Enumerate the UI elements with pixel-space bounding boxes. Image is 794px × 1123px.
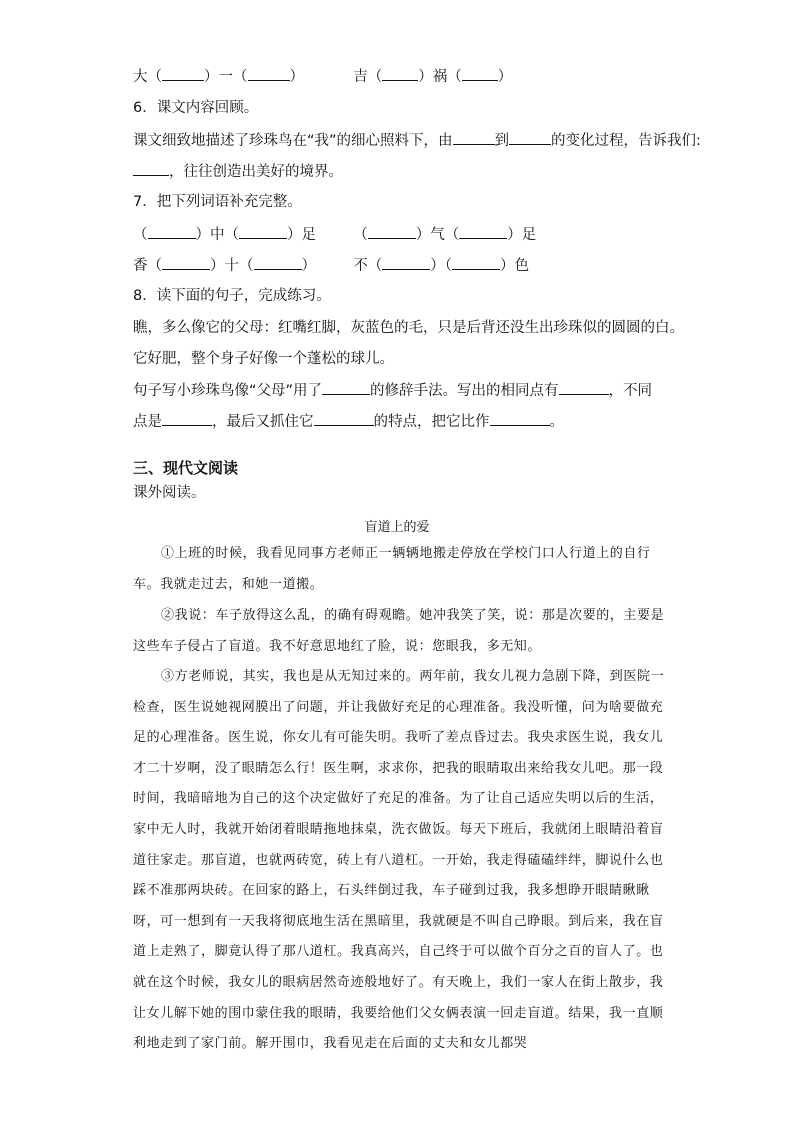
section-subheading: 课外阅读。 <box>133 485 206 501</box>
answer-blank[interactable] <box>452 255 500 270</box>
passage-paragraph-2: ②我说：车子放得这么乱，的确有碍观瞻。她冲我笑了笑，说：那是次要的，主要是这些车子侵占了盲道。我不好意思地红了脸，说：您眼我，多无知。 <box>133 608 665 654</box>
question-7-row-2: 香（ ）十（ ） 不（ ）（ ）色 <box>133 255 529 276</box>
answer-blank[interactable] <box>509 130 551 145</box>
answer-blank[interactable] <box>162 255 210 270</box>
quote-line-2: 它好肥，整个身子好像一个蓬松的球儿。 <box>133 351 394 367</box>
section-heading: 三、现代文阅读 <box>133 459 239 477</box>
question-6-line-1: 课文细致地描述了珍珠鸟在“我”的细心照料下，由 到 的变化过程，告诉我们: <box>133 130 701 151</box>
passage-paragraph-1: ①上班的时候，我看见同事方老师正一辆辆地搬走停放在学校门口人行道上的自行车。我就走过去，和她一道搬。 <box>133 546 651 592</box>
answer-blank[interactable] <box>459 224 507 239</box>
answer-blank[interactable] <box>162 66 204 81</box>
question-8-line-1: 句子写小珍珠鸟像“父母”用了 的修辞手法。写出的相同点有 ，不同 <box>133 380 652 401</box>
answer-blank[interactable] <box>462 66 498 81</box>
quote-line-1: 瞧，多么像它的父母：红嘴红脚，灰蓝色的毛，只是后背还没生出珍珠似的圆圆的白。 <box>133 320 684 336</box>
answer-blank[interactable] <box>148 224 196 239</box>
passage-title: 盲道上的爱 <box>364 520 430 535</box>
answer-blank[interactable] <box>368 224 416 239</box>
answer-blank[interactable] <box>248 66 290 81</box>
answer-blank[interactable] <box>382 66 418 81</box>
answer-blank[interactable] <box>133 161 169 176</box>
answer-blank[interactable] <box>322 380 370 395</box>
answer-blank[interactable] <box>453 130 495 145</box>
answer-blank[interactable] <box>162 411 212 426</box>
question-8-title: 8．读下面的句子，完成练习。 <box>133 288 331 304</box>
answer-blank[interactable] <box>254 255 302 270</box>
question-6-line-2: ，往往创造出美好的境界。 <box>133 161 343 182</box>
answer-blank[interactable] <box>314 411 374 426</box>
question-7-title: 7．把下列词语补充完整。 <box>133 194 302 210</box>
answer-blank[interactable] <box>490 411 550 426</box>
answer-blank[interactable] <box>239 224 287 239</box>
passage-paragraph-3: ③方老师说，其实，我也是从无知过来的。两年前，我女儿视力急剧下降，到医院一检查，医生说她视网膜出了问题，并让我做好充足的心理准备。我没听懂，问为啥要做充足的心理准备。医生说，你女儿有可能失明。我听了差点昏过去。我央求医生说，我女儿才二十岁啊，没了眼睛怎么行！医生啊，求求你，把我的眼睛取出来给我女儿吧。那一段时间，我暗暗地为自己的这个决定做好了充足的准备。为了让自己适应失明以后的生活，家中无人时，我就开始闭着眼睛拖地抹桌，洗衣做饭。每天下班后，我就闭上眼睛沿着盲道往家走。那盲道，也就两砖宽，砖上有八道杠。一开始，我走得磕磕绊绊，脚说什么也踩不准那两块砖。在回家的路上，石头绊倒过我，车子碰到过我，我多想睁开眼睛瞅瞅呀，可一想到有一天我将彻底地生活在黑暗里，我就硬是不叫自己睁眼。到后来，我在盲道上走熟了，脚竟认得了那八道杠。我真高兴，自己终于可以做个百分之百的盲人了。也就在这个时候，我女儿的眼病居然奇迹般地好了。有天晚上，我们一家人在街上散步，我让女儿解下她的围巾蒙住我的眼睛，我要给他们父女俩表演一回走盲道。结果，我一直顺利地走到了家门前。解开围巾，我看见走在后面的丈夫和女儿都哭 <box>133 669 665 1052</box>
answer-blank[interactable] <box>559 380 609 395</box>
question-7-row-1: （ ）中（ ）足 （ ）气（ ）足 <box>133 224 536 245</box>
idiom-fill-line: 大（ ）一（ ） 吉（ ）祸（ ） <box>133 66 512 87</box>
answer-blank[interactable] <box>382 255 430 270</box>
question-8-line-2: 点是 ，最后又抓住它 的特点，把它比作 。 <box>133 411 564 432</box>
question-6-title: 6．课文内容回顾。 <box>133 100 259 116</box>
